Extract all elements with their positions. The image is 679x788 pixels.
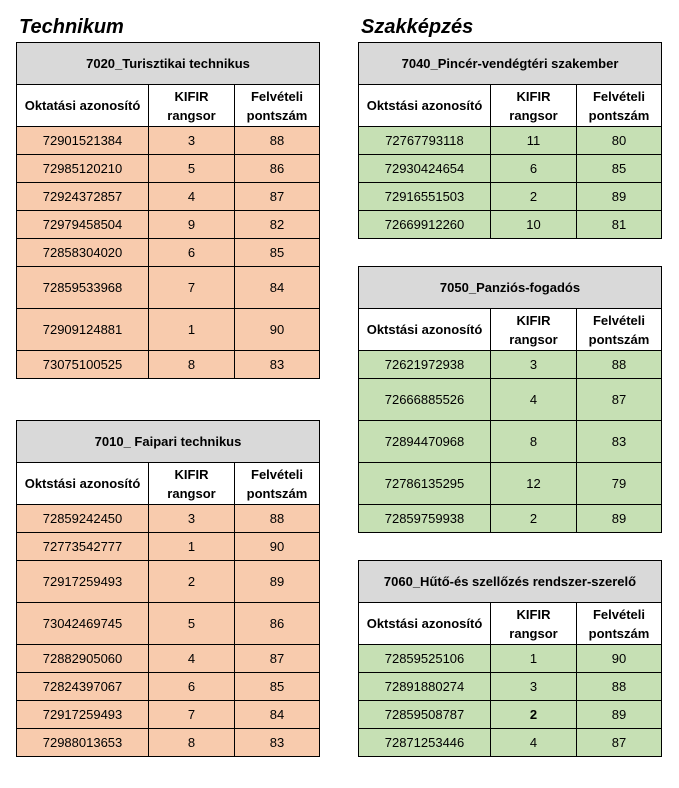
table-7020 [16, 42, 320, 379]
column-header-rank [149, 85, 235, 127]
cell-id: 72669912260 [359, 211, 491, 239]
cell-score: 86 [235, 155, 320, 183]
cell-score: 88 [235, 505, 320, 533]
table-row [359, 729, 662, 757]
table-row [17, 533, 320, 561]
cell-id: 72859759938 [359, 505, 491, 533]
column-header-score [235, 463, 320, 505]
table-row [17, 505, 320, 533]
cell-rank: 3 [491, 673, 577, 701]
cell-rank: 12 [491, 463, 577, 505]
cell-rank: 1 [149, 309, 235, 351]
cell-score: 89 [235, 561, 320, 603]
cell-rank: 5 [149, 155, 235, 183]
column-header-id: Oktatási azonosító [17, 85, 149, 127]
cell-rank: 6 [149, 239, 235, 267]
table-row [17, 211, 320, 239]
table-row [359, 505, 662, 533]
column-header-rank-line2: rangsor [509, 331, 558, 347]
column-header-score-line1: Felvételi [592, 88, 646, 104]
cell-rank: 9 [149, 211, 235, 239]
column-header-rank-line1: KIFIR [516, 88, 551, 104]
table-header-row [359, 309, 662, 351]
cell-rank: 4 [149, 645, 235, 673]
column-header-score-line1: Felvételi [251, 466, 304, 482]
cell-id: 72858304020 [17, 239, 149, 267]
table-row [17, 155, 320, 183]
column-header-rank-line2: rangsor [509, 625, 558, 641]
table-title-row [359, 43, 662, 85]
cell-rank: 2 [491, 701, 577, 729]
table-title-row [359, 561, 662, 603]
table-7010 [16, 420, 320, 757]
cell-id: 72985120210 [17, 155, 149, 183]
cell-id: 72979458504 [17, 211, 149, 239]
cell-id: 72773542777 [17, 533, 149, 561]
table-row [359, 379, 662, 421]
table-title: 7010_ Faipari technikus [17, 421, 320, 463]
cell-rank: 2 [491, 505, 577, 533]
cell-score: 84 [235, 701, 320, 729]
cell-rank: 7 [149, 267, 235, 309]
cell-score: 83 [235, 351, 320, 379]
cell-id: 72859525106 [359, 645, 491, 673]
heading-szakkepzes: Szakképzés [361, 16, 474, 38]
table-row [359, 673, 662, 701]
table-row [359, 463, 662, 505]
table-row [359, 645, 662, 673]
cell-rank: 8 [491, 421, 577, 463]
cell-id: 72859533968 [17, 267, 149, 309]
cell-rank: 3 [491, 351, 577, 379]
table-title: 7050_Panziós-fogadós [359, 267, 662, 309]
cell-rank: 7 [149, 701, 235, 729]
table-row [17, 127, 320, 155]
cell-id: 72859242450 [17, 505, 149, 533]
cell-id: 72767793118 [359, 127, 491, 155]
cell-rank: 3 [149, 127, 235, 155]
table-row [17, 351, 320, 379]
table-row [17, 309, 320, 351]
cell-rank: 6 [491, 155, 577, 183]
cell-score: 85 [235, 239, 320, 267]
cell-score: 89 [577, 183, 662, 211]
cell-rank: 8 [149, 729, 235, 757]
column-header-rank-line1: KIFIR [174, 88, 209, 104]
column-header-rank-line1: KIFIR [516, 606, 551, 622]
table-title: 7040_Pincér-vendégtéri szakember [359, 43, 662, 85]
column-header-rank-line2: rangsor [509, 107, 558, 123]
cell-score: 85 [577, 155, 662, 183]
column-header-score-line2: pontszám [588, 625, 650, 641]
cell-id: 72917259493 [17, 701, 149, 729]
table-title: 7060_Hűtő-és szellőzés rendszer-szerelő [359, 561, 662, 603]
column-header-id: Oktstási azonosító [359, 85, 491, 127]
column-header-rank [149, 463, 235, 505]
cell-rank: 4 [491, 379, 577, 421]
cell-id: 72871253446 [359, 729, 491, 757]
cell-rank: 6 [149, 673, 235, 701]
cell-id: 72859508787 [359, 701, 491, 729]
table-row [359, 127, 662, 155]
table-title-row [359, 267, 662, 309]
cell-score: 79 [577, 463, 662, 505]
table-7050 [358, 266, 662, 533]
cell-score: 84 [235, 267, 320, 309]
column-header-score [577, 603, 662, 645]
column-header-score-line1: Felvételi [592, 312, 646, 328]
column-header-score [577, 309, 662, 351]
table-row [17, 603, 320, 645]
cell-rank: 3 [149, 505, 235, 533]
cell-score: 90 [235, 533, 320, 561]
cell-id: 72916551503 [359, 183, 491, 211]
table-row [17, 729, 320, 757]
cell-score: 87 [235, 183, 320, 211]
table-row [359, 183, 662, 211]
table-row [17, 183, 320, 211]
column-header-rank-line1: KIFIR [516, 312, 551, 328]
table-row [359, 421, 662, 463]
cell-id: 72882905060 [17, 645, 149, 673]
table-header-row [359, 603, 662, 645]
cell-rank: 4 [149, 183, 235, 211]
cell-score: 87 [577, 729, 662, 757]
cell-score: 87 [235, 645, 320, 673]
cell-id: 73042469745 [17, 603, 149, 645]
cell-rank: 1 [491, 645, 577, 673]
column-header-rank-line2: rangsor [167, 485, 216, 501]
table-row [17, 561, 320, 603]
column-header-score-line1: Felvételi [250, 88, 304, 104]
table-header-row [17, 85, 320, 127]
cell-score: 89 [577, 505, 662, 533]
cell-score: 88 [577, 351, 662, 379]
table-7040 [358, 42, 662, 239]
cell-id: 72891880274 [359, 673, 491, 701]
column-header-score-line2: pontszám [246, 107, 308, 123]
column-header-rank-line1: KIFIR [174, 466, 209, 482]
column-header-id: Oktstási azonosító [359, 603, 491, 645]
heading-technikum: Technikum [19, 16, 124, 38]
cell-score: 83 [235, 729, 320, 757]
cell-rank: 2 [149, 561, 235, 603]
column-header-rank [491, 309, 577, 351]
cell-score: 88 [577, 673, 662, 701]
cell-rank: 4 [491, 729, 577, 757]
table-title-row [17, 421, 320, 463]
cell-score: 85 [235, 673, 320, 701]
column-header-id: Oktstási azonosító [17, 463, 149, 505]
cell-id: 72901521384 [17, 127, 149, 155]
table-row [359, 155, 662, 183]
table-row [17, 239, 320, 267]
cell-rank: 2 [491, 183, 577, 211]
table-7060 [358, 560, 662, 757]
cell-id: 72894470968 [359, 421, 491, 463]
table-row [17, 701, 320, 729]
cell-score: 90 [577, 645, 662, 673]
column-header-score [577, 85, 662, 127]
table-row [359, 351, 662, 379]
cell-id: 72988013653 [17, 729, 149, 757]
table-row [359, 211, 662, 239]
cell-rank: 8 [149, 351, 235, 379]
cell-score: 88 [235, 127, 320, 155]
cell-score: 82 [235, 211, 320, 239]
cell-id: 72666885526 [359, 379, 491, 421]
cell-rank: 11 [491, 127, 577, 155]
cell-id: 72924372857 [17, 183, 149, 211]
table-row [17, 267, 320, 309]
cell-id: 72786135295 [359, 463, 491, 505]
table-header-row [359, 85, 662, 127]
column-header-score-line1: Felvételi [592, 606, 646, 622]
column-header-score-line2: pontszám [588, 331, 650, 347]
cell-id: 72917259493 [17, 561, 149, 603]
table-row [17, 673, 320, 701]
cell-id: 73075100525 [17, 351, 149, 379]
column-header-score [235, 85, 320, 127]
cell-rank: 1 [149, 533, 235, 561]
column-header-rank [491, 85, 577, 127]
column-header-rank [491, 603, 577, 645]
column-header-score-line2: pontszám [246, 485, 308, 501]
cell-score: 83 [577, 421, 662, 463]
column-header-score-line2: pontszám [588, 107, 650, 123]
cell-id: 72621972938 [359, 351, 491, 379]
cell-id: 72824397067 [17, 673, 149, 701]
table-title-row [17, 43, 320, 85]
cell-score: 87 [577, 379, 662, 421]
table-row [359, 701, 662, 729]
cell-score: 86 [235, 603, 320, 645]
cell-score: 89 [577, 701, 662, 729]
cell-rank: 10 [491, 211, 577, 239]
table-title: 7020_Turisztikai technikus [17, 43, 320, 85]
table-row [17, 645, 320, 673]
cell-id: 72930424654 [359, 155, 491, 183]
cell-rank: 5 [149, 603, 235, 645]
cell-score: 80 [577, 127, 662, 155]
cell-id: 72909124881 [17, 309, 149, 351]
column-header-rank-line2: rangsor [167, 107, 216, 123]
cell-score: 81 [577, 211, 662, 239]
cell-score: 90 [235, 309, 320, 351]
table-header-row [17, 463, 320, 505]
column-header-id: Oktstási azonosító [359, 309, 491, 351]
